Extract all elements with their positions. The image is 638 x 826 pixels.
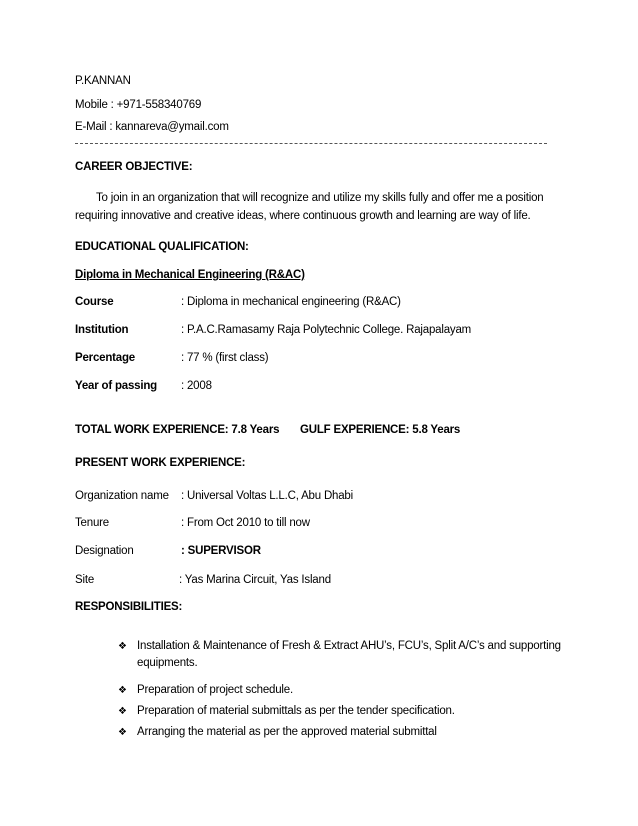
diploma-subheading: Diploma in Mechanical Engineering (R&AC): [75, 269, 305, 281]
field-value: : Universal Voltas L.L.C, Abu Dhabi: [181, 490, 353, 502]
field-value: : 77 % (first class): [181, 352, 269, 364]
education-row-year: [75, 379, 575, 393]
field-value: : P.A.C.Ramasamy Raja Polytechnic College. Rajapalayam: [181, 324, 472, 336]
field-label: Institution: [75, 324, 129, 336]
responsibility-text: Arranging the material as per the approved material submittal: [137, 726, 437, 738]
experience-row-site: [75, 573, 575, 587]
diamond-bullet-icon: ❖: [118, 685, 127, 696]
responsibility-text: Installation & Maintenance of Fresh & Extract AHU’s, FCU’s, Split A/C’s and supporting equipments.: [137, 640, 561, 669]
education-row-institution: [75, 323, 575, 337]
diamond-bullet-icon: ❖: [118, 641, 127, 652]
experience-row-tenure: [75, 516, 575, 530]
field-value: : From Oct 2010 to till now: [181, 517, 310, 529]
present-experience-heading: PRESENT WORK EXPERIENCE:: [75, 457, 246, 469]
experience-row-designation: [75, 544, 575, 558]
field-label: Tenure: [75, 517, 109, 529]
total-experience: TOTAL WORK EXPERIENCE: 7.8 Years: [75, 424, 280, 436]
career-objective-heading: CAREER OBJECTIVE:: [75, 161, 193, 173]
field-label: Designation: [75, 545, 134, 557]
dashed-divider: [75, 143, 547, 144]
field-label: Course: [75, 296, 114, 308]
experience-row-organization: [75, 489, 575, 503]
objective-line-1: To join in an organization that will recognize and utilize my skills fully and offer me a position: [96, 192, 544, 204]
mobile-line: Mobile : +971-558340769: [75, 99, 202, 111]
experience-summary: [75, 424, 575, 438]
field-value: : 2008: [181, 380, 212, 392]
field-value: : Yas Marina Circuit, Yas Island: [179, 574, 331, 586]
field-value: : SUPERVISOR: [181, 545, 261, 557]
gulf-experience: GULF EXPERIENCE: 5.8 Years: [300, 424, 461, 436]
responsibility-text: Preparation of material submittals as per the tender specification.: [137, 705, 455, 717]
diamond-bullet-icon: ❖: [118, 727, 127, 738]
responsibilities-heading: RESPONSIBILITIES:: [75, 601, 183, 613]
field-value: : Diploma in mechanical engineering (R&AC): [181, 296, 401, 308]
objective-line-2: requiring innovative and creative ideas, where continuous growth and learning are way of life.: [75, 210, 531, 222]
candidate-name: P.KANNAN: [75, 75, 131, 87]
field-label: Organization name: [75, 490, 169, 502]
education-row-course: [75, 295, 575, 309]
education-heading: EDUCATIONAL QUALIFICATION:: [75, 241, 249, 253]
diamond-bullet-icon: ❖: [118, 706, 127, 717]
responsibility-text: Preparation of project schedule.: [137, 684, 293, 696]
field-label: Percentage: [75, 352, 136, 364]
education-row-percentage: [75, 351, 575, 365]
field-label: Year of passing: [75, 380, 158, 392]
email-line: E-Mail : kannareva@ymail.com: [75, 121, 229, 133]
field-label: Site: [75, 574, 95, 586]
